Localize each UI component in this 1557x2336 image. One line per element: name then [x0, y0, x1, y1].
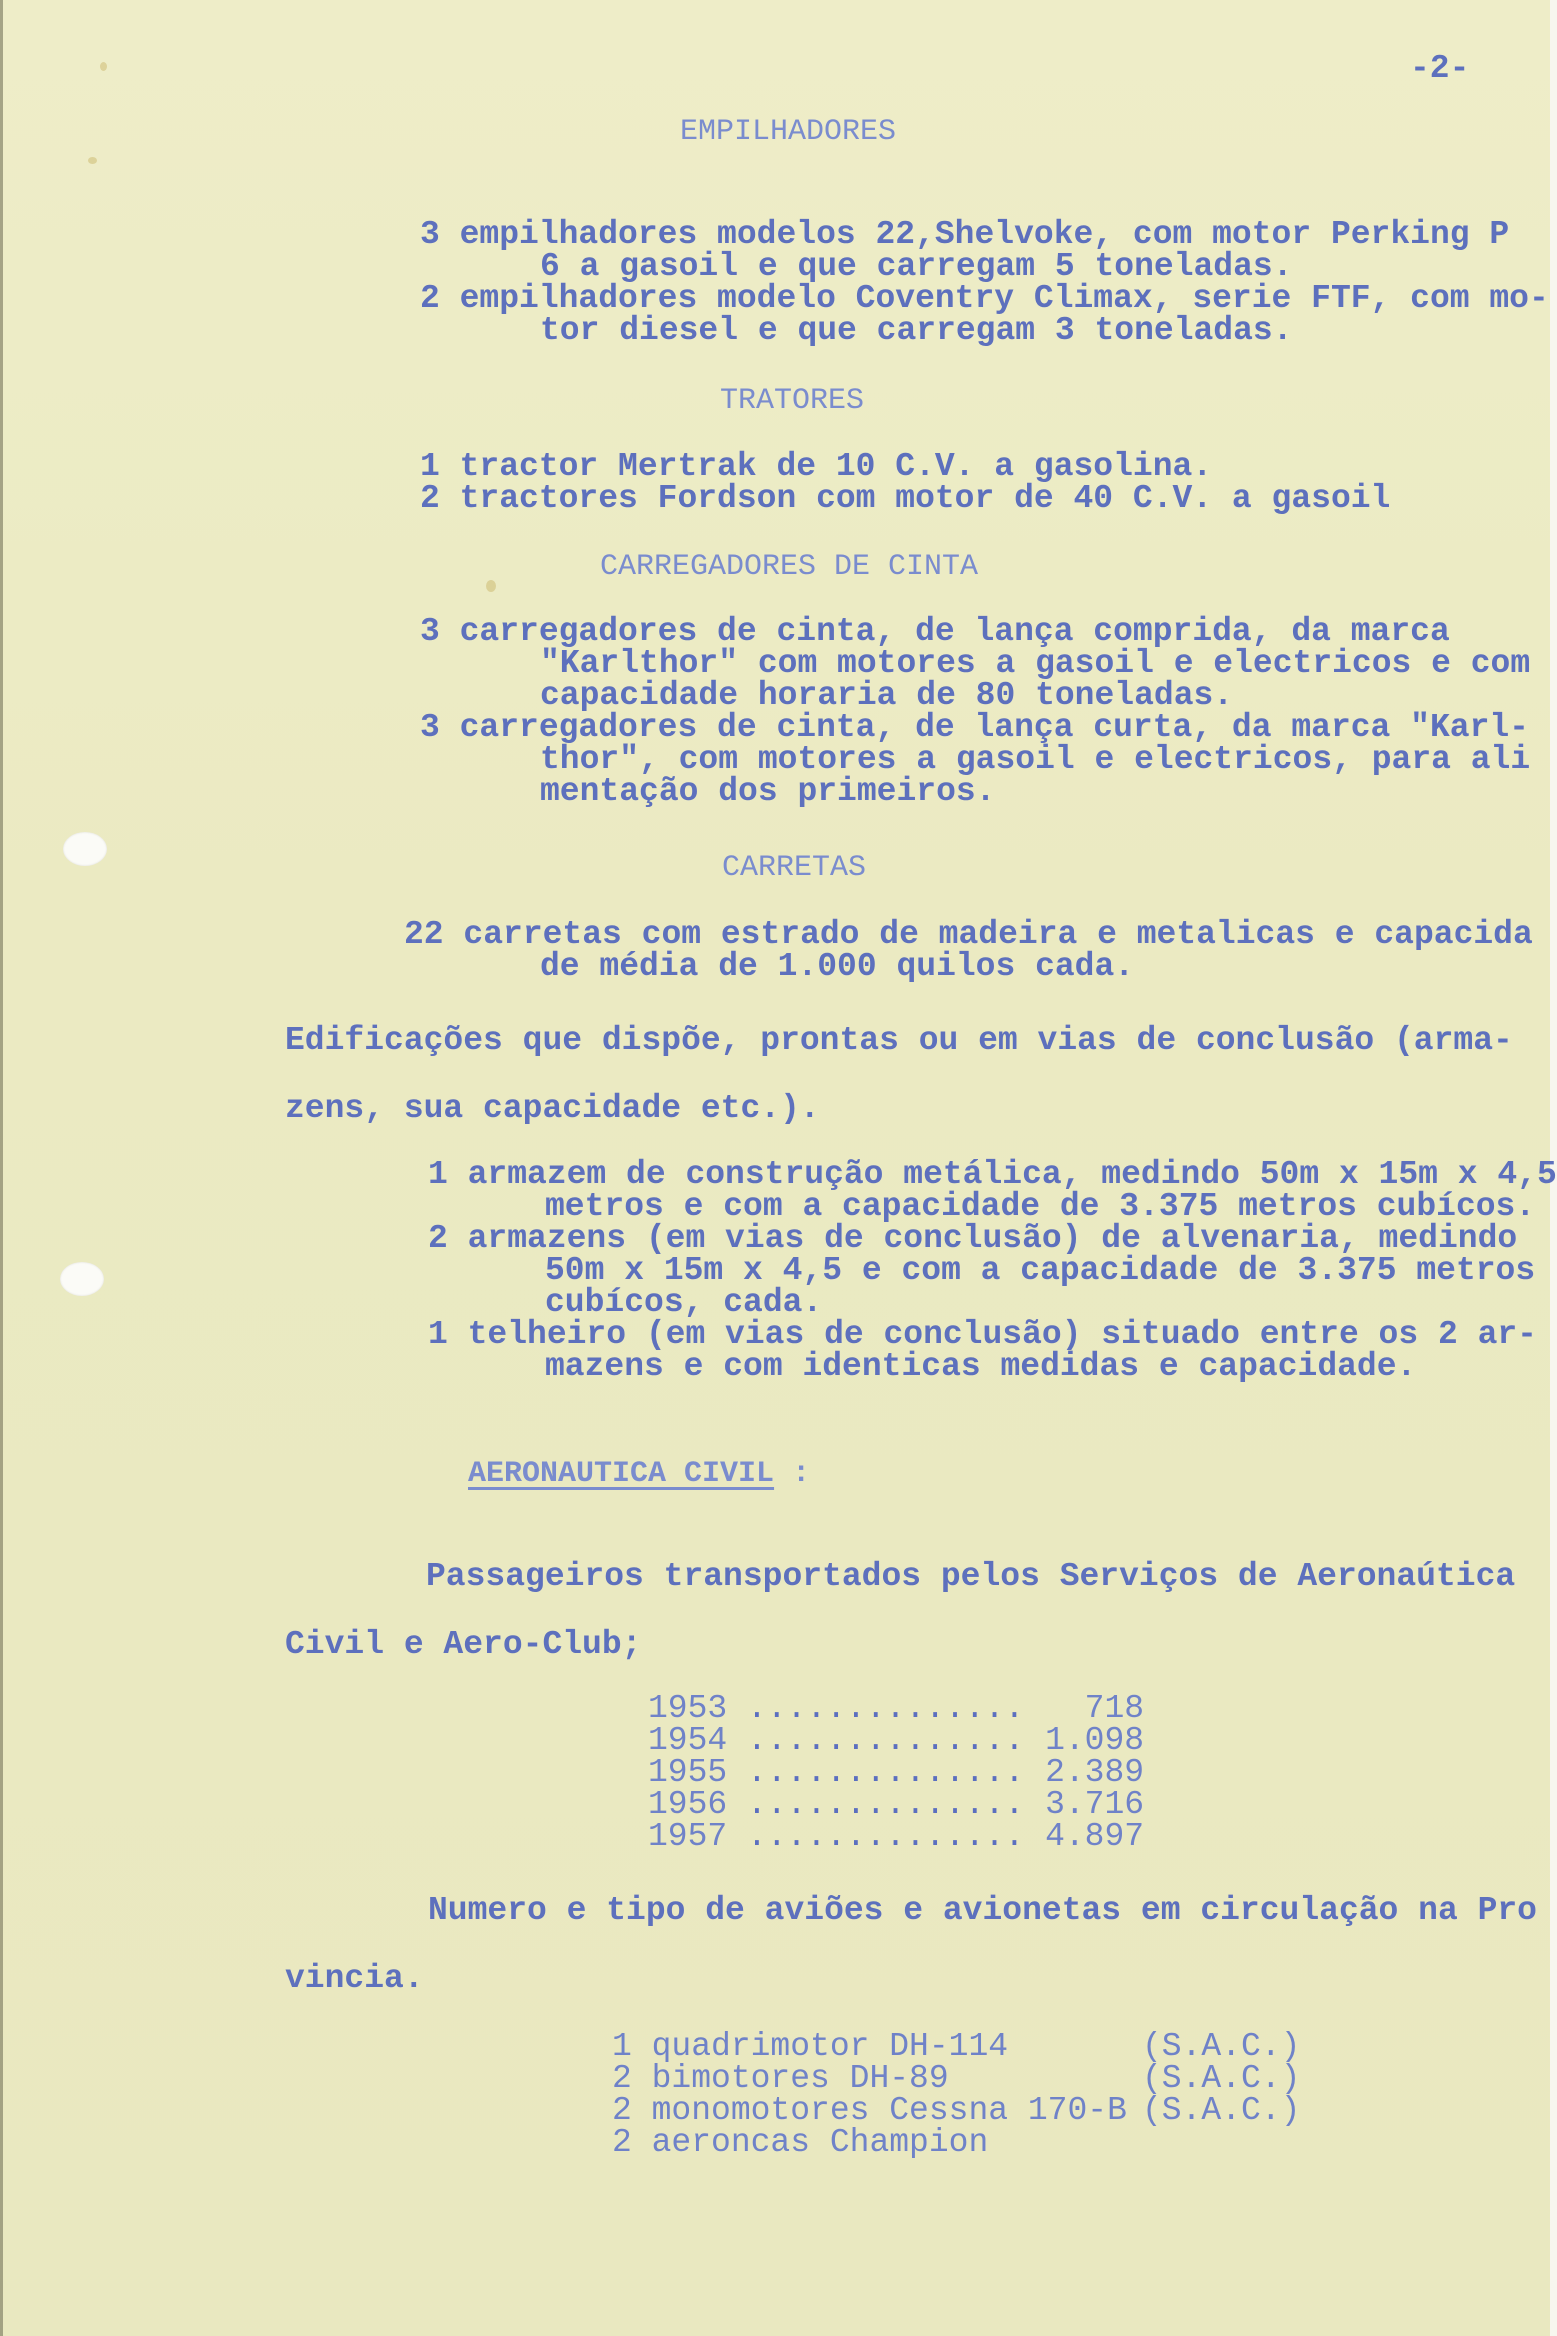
list-item-line: 2 tractores Fordson com motor de 40 C.V. a gasoil [420, 480, 1391, 517]
aircraft-desc: 1 quadrimotor DH-114 [612, 2028, 1009, 2065]
list-item-line: 2 empilhadores modelo Coventry Climax, serie FTF, com mo- [420, 280, 1549, 317]
list-item-line: 2 armazens (em vias de conclusão) de alvenaria, medindo [428, 1220, 1518, 1257]
list-item [612, 2062, 949, 2095]
operator-label: (S.A.C.) [1142, 2028, 1301, 2065]
list-item-line: "Karlthor" com motores a gasoil e electricos e com [540, 645, 1531, 682]
leader-dots: .............. [747, 1818, 1025, 1855]
section-heading-tratores: TRATORES [720, 384, 865, 418]
list-item-line: metros e com a capacidade de 3.375 metros cubícos. [545, 1188, 1536, 1225]
table-row [648, 1692, 1144, 1725]
table-row [648, 1788, 1144, 1821]
list-item [612, 2094, 1127, 2127]
section-heading-empilhadores: EMPILHADORES [680, 115, 897, 149]
punch-hole-bottom [60, 1262, 104, 1296]
list-item-line: thor", com motores a gasoil e electricos, para ali [540, 741, 1531, 778]
table-row [648, 1756, 1144, 1789]
paper-stain [486, 580, 496, 592]
list-item-line: 50m x 15m x 4,5 e com a capacidade de 3.375 metros [545, 1252, 1536, 1289]
list-item-line: mazens e com identicas medidas e capacidade. [545, 1348, 1417, 1385]
section-heading-aeronautica [468, 1458, 810, 1491]
value-cell: 718 [1084, 1690, 1145, 1727]
leader-dots: .............. [747, 1722, 1025, 1759]
list-item-line: tor diesel e que carregam 3 toneladas. [540, 312, 1293, 349]
year-cell: 1954 [648, 1722, 728, 1759]
list-item-line: 22 carretas com estrado de madeira e metalicas e capacida [404, 916, 1533, 953]
aircraft-desc: 2 aeroncas Champion [612, 2124, 989, 2161]
year-cell: 1956 [648, 1786, 728, 1823]
section-heading-carregadores: CARREGADORES DE CINTA [600, 550, 979, 584]
list-item [612, 2126, 988, 2159]
value-cell: 4.897 [1045, 1818, 1145, 1855]
leader-dots: .............. [747, 1690, 1025, 1727]
list-item-line: 1 tractor Mertrak de 10 C.V. a gasolina. [420, 448, 1213, 485]
year-cell: 1953 [648, 1690, 728, 1727]
paper-stain [88, 157, 97, 164]
list-item-line: 3 empilhadores modelos 22,Shelvoke, com motor Perking P [420, 216, 1510, 253]
year-cell: 1957 [648, 1818, 728, 1855]
list-item-line: 6 a gasoil e que carregam 5 toneladas. [540, 248, 1293, 285]
heading-colon: : [792, 1457, 811, 1491]
paper-stain [100, 62, 107, 71]
page-left-edge [0, 0, 3, 2336]
operator-label: (S.A.C.) [1142, 2092, 1301, 2129]
value-cell: 2.389 [1045, 1754, 1145, 1791]
operator-label: (S.A.C.) [1142, 2060, 1301, 2097]
paragraph-line: zens, sua capacidade etc.). [285, 1090, 820, 1127]
table-row [648, 1820, 1144, 1853]
paragraph-line: Civil e Aero-Club; [285, 1626, 642, 1663]
list-item-line: cubícos, cada. [545, 1284, 823, 1321]
year-cell: 1955 [648, 1754, 728, 1791]
aircraft-desc: 2 bimotores DH-89 [612, 2060, 949, 2097]
list-item [612, 2030, 1008, 2063]
table-row [648, 1724, 1144, 1757]
section-heading-carretas: CARRETAS [722, 851, 867, 885]
list-item-line: 3 carregadores de cinta, de lança curta, da marca "Karl- [420, 709, 1529, 746]
list-item-line: 3 carregadores de cinta, de lança comprida, da marca [420, 613, 1450, 650]
list-item-line: 1 telheiro (em vias de conclusão) situado entre os 2 ar- [428, 1316, 1537, 1353]
aircraft-desc: 2 monomotores Cessna 170-B [612, 2092, 1127, 2129]
page-number: -2- [1410, 50, 1470, 87]
list-item-line: capacidade horaria de 80 toneladas. [540, 677, 1234, 714]
list-item-line: mentação dos primeiros. [540, 773, 996, 810]
value-cell: 1.098 [1045, 1722, 1145, 1759]
aeronautica-heading-text: AERONAUTICA CIVIL [468, 1457, 775, 1491]
paragraph-line: vincia. [285, 1960, 424, 1997]
list-item-line: de média de 1.000 quilos cada. [540, 948, 1135, 985]
list-item-line: 1 armazem de construção metálica, medindo 50m x 15m x 4,5 [428, 1156, 1557, 1193]
leader-dots: .............. [747, 1786, 1025, 1823]
paragraph-line: Numero e tipo de aviões e avionetas em circulação na Pro [428, 1892, 1537, 1929]
leader-dots: .............. [747, 1754, 1025, 1791]
punch-hole-top [63, 832, 107, 866]
value-cell: 3.716 [1045, 1786, 1145, 1823]
paragraph-line: Edificações que dispõe, prontas ou em vias de conclusão (arma- [285, 1022, 1513, 1059]
paragraph-line: Passageiros transportados pelos Serviços de Aeronaútica [426, 1558, 1516, 1595]
